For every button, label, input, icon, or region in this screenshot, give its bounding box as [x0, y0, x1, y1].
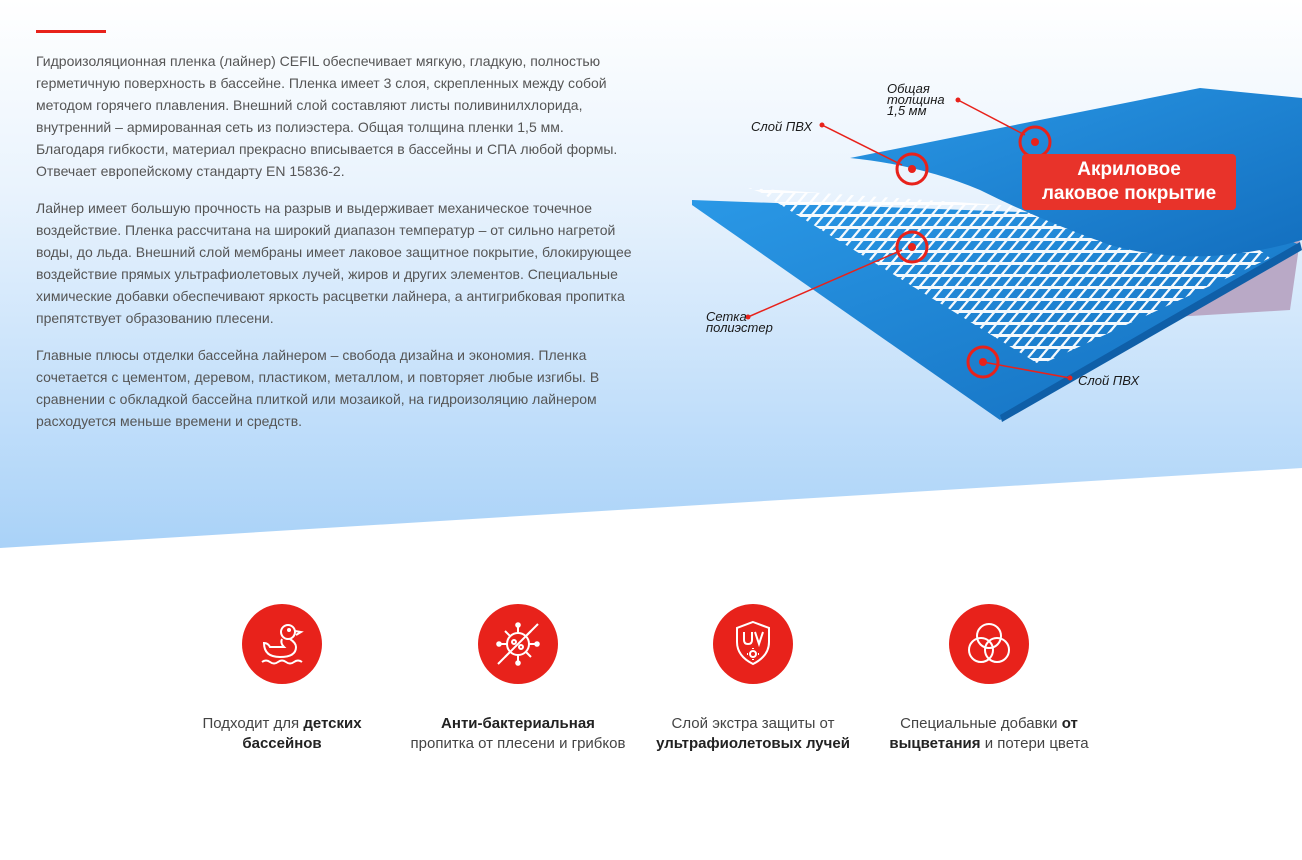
feature-antibacterial — [408, 604, 628, 754]
feature-caption: Специальные добавки от выцветания и потери цвета — [889, 715, 1089, 752]
feature-caption: Подходит для детских бассейнов — [202, 715, 362, 752]
color-circles-icon — [949, 604, 1029, 684]
description-text — [36, 50, 636, 447]
duck-icon — [242, 604, 322, 684]
feature-uv-protection — [643, 604, 863, 754]
feature-anti-fading — [879, 604, 1099, 754]
feature-caption: Анти-бактериальная пропитка от плесени и грибков — [410, 715, 626, 752]
feature-caption: Слой экстра защиты от ультрафиолетовых лучей — [656, 715, 850, 752]
paragraph-1: Гидроизоляционная пленка (лайнер) CEFIL обеспечивает мягкую, гладкую, полностью герметичную поверхность в бассейне. Пленка имеет 3 слоя, скрепленных между собой методом горячего плавления. Внешний слой составляют листы поливинилхлорида, внутренний – армированная сеть из полиэстера. Общая толщина пленки 1,5 мм. Благодаря гибкости, материал прекрасно вписывается в бассейны и СПА любой формы. Отвечает европейскому стандарту EN 15836-2. — [36, 53, 618, 179]
paragraph-3: Главные плюсы отделки бассейна лайнером – свобода дизайна и экономия. Пленка сочетается с цементом, деревом, пластиком, металлом, и повторяет любые изгибы. В сравнении с обкладкой бассейна плиткой или мозаикой, на гидроизоляцию лайнером расходуется меньше времени и средств. — [36, 347, 600, 429]
accent-line — [36, 30, 106, 33]
thickness-label: Общая толщина 1,5 мм — [887, 81, 945, 118]
mesh-label: Сетка полиэстер — [706, 309, 773, 335]
pvc-bottom-label: Слой ПВХ — [1078, 373, 1140, 388]
paragraph-2: Лайнер имеет большую прочность на разрыв и выдерживает механическое точечное воздействие. Пленка рассчитана на широкий диапазон температур – от сильно нагретой воды, до льда. Внешний слой мембраны имеет лаковое защитное покрытие, блокирующее воздействие прямых ультрафиолетовых лучей, жиров и других элементов. Специальные химические добавки обеспечивают яркость расцветки лайнера, а антигрибковая пропитка препятствует образованию плесени. — [36, 200, 632, 326]
bacteria-icon — [478, 604, 558, 684]
acrylic-coating-badge: Акриловое лаковое покрытие — [1022, 154, 1236, 210]
feature-kids-pools — [172, 604, 392, 754]
pvc-top-label: Слой ПВХ — [751, 119, 813, 134]
uv-shield-icon — [713, 604, 793, 684]
